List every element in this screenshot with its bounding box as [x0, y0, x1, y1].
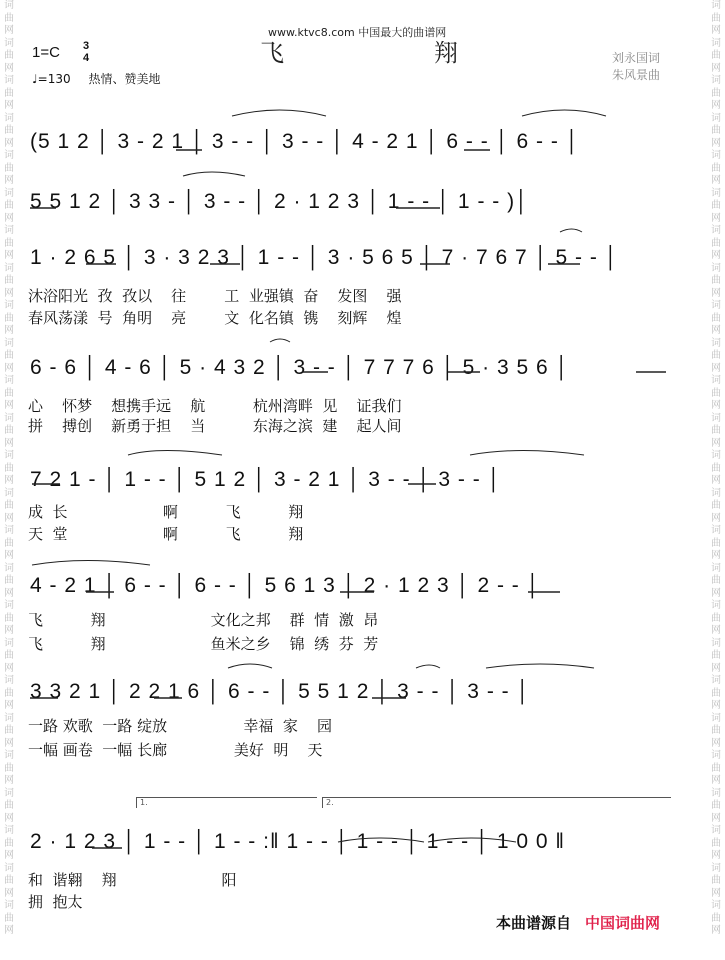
watermark-right: 词曲网词曲网词曲网词曲网词曲网词曲网词曲网词曲网词曲网词曲网词曲网词曲网词曲网词曲网词曲网词曲网词曲网词曲网词曲网词曲网词曲网词曲网词曲网词曲网词曲网	[711, 0, 721, 936]
notes-row-6: 4 - 2 1 │ 6 - - │ 6 - - │ 5 6 1 3 │ 2 · 1 2 3 │ 2 - - │	[30, 574, 541, 597]
slur	[232, 110, 326, 116]
slur	[228, 664, 272, 668]
lyrics-row-4-verse-2: 拼 搏创 新勇于担 当 东海之滨 建 起人间	[28, 417, 402, 435]
notes-row-4: 6 - 6 │ 4 - 6 │ 5 · 4 3 2 │ 3 - - │ 7 7 7 6 │ 5 · 3 5 6 │	[30, 356, 570, 379]
lyrics-row-7-verse-2: 一幅 画卷 一幅 长廊 美好 明 天	[28, 741, 323, 759]
lyrics-row-5-verse-1: 成 长 啊 飞 翔	[28, 503, 304, 521]
meter-bottom: 4	[83, 52, 90, 64]
slur	[522, 110, 606, 116]
slur	[428, 838, 516, 842]
notes-row-1: (5 1 2 │ 3 - 2 1 │ 3 - - │ 3 - - │ 4 - 2 1 │ 6 - - │ 6 - - │	[30, 130, 580, 153]
notes-row-2: 5 5 1 2 │ 3 3 - │ 3 - - │ 2 · 1 2 3 │ 1 - - │ 1 - - )│	[30, 190, 530, 213]
site-url[interactable]: www.ktvc8.com 中国最大的曲谱网	[268, 26, 447, 39]
key-signature: 1=C	[32, 44, 60, 61]
source-label: 本曲谱源自	[496, 914, 572, 932]
volta-first-label: 1.	[140, 798, 148, 807]
lyrics-row-5-verse-2: 天 堂 啊 飞 翔	[28, 525, 304, 543]
watermark-left: 词曲网词曲网词曲网词曲网词曲网词曲网词曲网词曲网词曲网词曲网词曲网词曲网词曲网词曲网词曲网词曲网词曲网词曲网词曲网词曲网词曲网词曲网词曲网词曲网词曲网	[4, 0, 14, 936]
slur	[32, 561, 150, 566]
meter-top: 3	[83, 40, 90, 52]
slur	[270, 339, 290, 342]
notes-row-7: 3 3 2 1 │ 2 2 1 6 │ 6 - - │ 5 5 1 2 │ 3 - - │ 3 - - │	[30, 680, 531, 703]
lyrics-row-8-verse-2: 拥 抱太	[28, 893, 83, 911]
slur	[470, 451, 584, 456]
lyrics-row-6-verse-1: 飞 翔 文化之邦 群 情 激 昂	[28, 611, 379, 629]
tempo-mark: ♩=130	[32, 72, 71, 86]
slur	[560, 229, 582, 232]
lyrics-row-3-verse-1: 沐浴阳光 孜 孜以 往 工 业强镇 奋 发图 强	[28, 287, 402, 305]
slur	[416, 665, 440, 668]
song-title: 飞翔	[260, 39, 608, 67]
composer: 朱风景曲	[612, 68, 661, 82]
lyrics-row-3-verse-2: 春风荡漾 号 角明 亮 文 化名镇 镌 刻辉 煌	[28, 309, 402, 327]
lyrics-row-4-verse-1: 心 怀梦 想携手远 航 杭州湾畔 见 证我们	[28, 397, 402, 415]
lyrics-row-6-verse-2: 飞 翔 鱼米之乡 锦 绣 芬 芳	[28, 635, 379, 653]
slur	[183, 172, 245, 176]
notes-row-5: 7 2 1 - │ 1 - - │ 5 1 2 │ 3 - 2 1 │ 3 - - │ 3 - - │	[30, 468, 502, 491]
lyrics-row-8-verse-1: 和 谐翱 翔 阳	[28, 871, 237, 889]
lyricist: 刘永国词	[612, 51, 661, 65]
slur	[486, 664, 594, 668]
notes-row-3: 1 · 2 6 5 │ 3 · 3 2 3 │ 1 - - │ 3 · 5 6 5 │ 7 · 7 6 7 │ 5 - - │	[30, 246, 619, 269]
slur	[338, 838, 424, 842]
volta-second-label: 2.	[326, 798, 334, 807]
notes-row-8: 2 · 1 2 3 │ 1 - - │ 1 - - :‖ 1 - - │ 1 - - │ 1 - - │ 1 0 0 ‖	[30, 830, 566, 853]
lyrics-row-7-verse-1: 一路 欢歌 一路 绽放 幸福 家 园	[28, 717, 332, 735]
slur	[128, 451, 222, 456]
expression-mark: 热情、赞美地	[88, 72, 161, 86]
source-footer	[496, 912, 660, 933]
site-brand[interactable]: 中国词曲网	[585, 914, 661, 932]
